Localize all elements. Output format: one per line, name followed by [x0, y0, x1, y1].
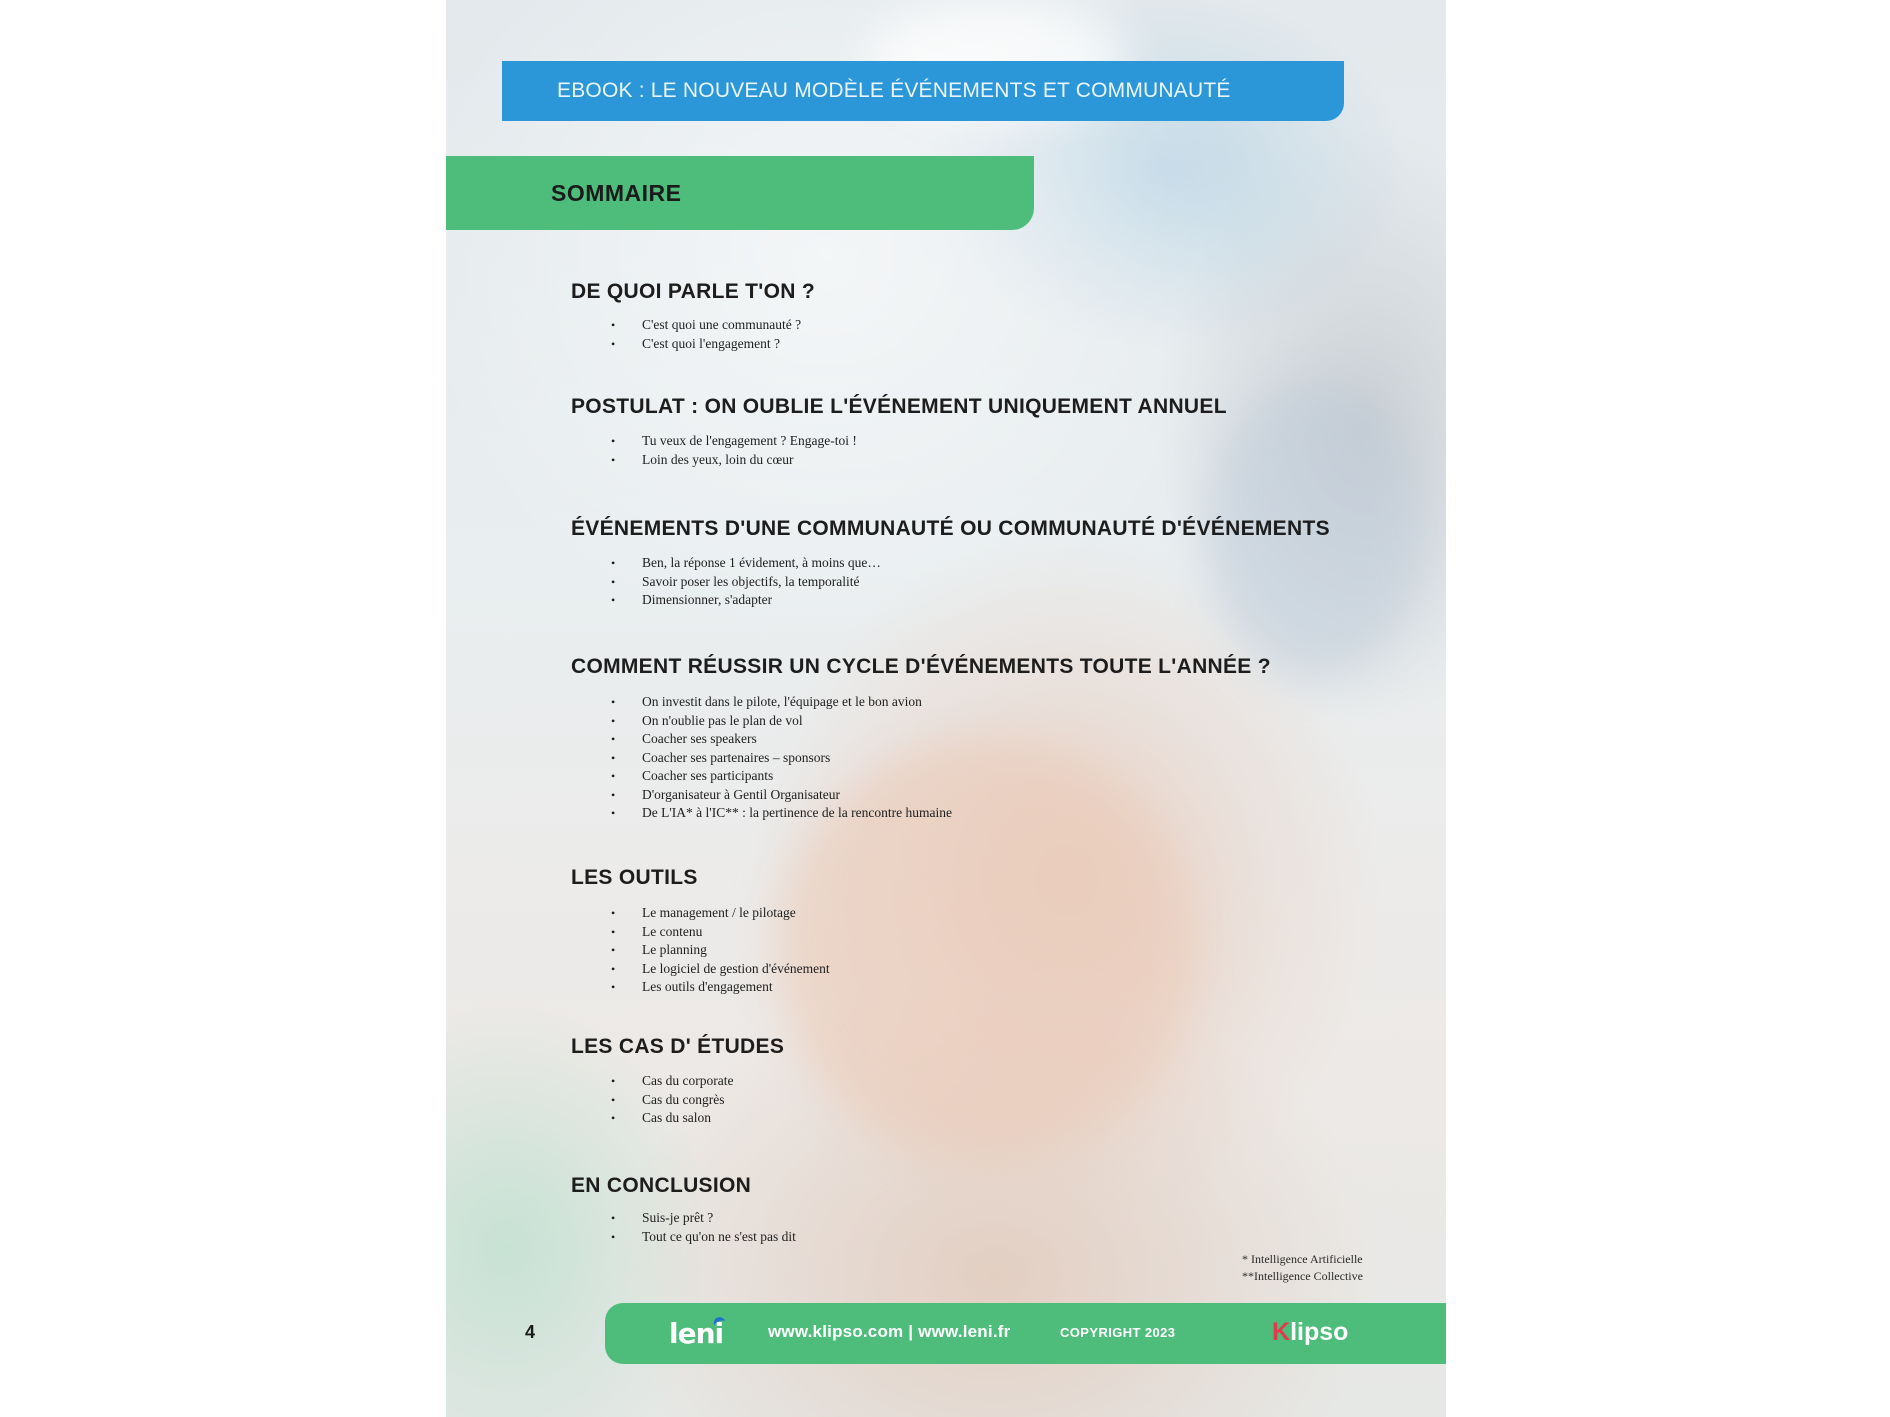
list-item: • C'est quoi l'engagement ? [611, 335, 801, 354]
klipso-logo [1272, 1318, 1348, 1347]
footer-links[interactable]: www.klipso.com | www.leni.fr [768, 1322, 1011, 1341]
section-title: COMMENT RÉUSSIR UN CYCLE D'ÉVÉNEMENTS TOUTE L'ANNÉE ? [571, 655, 1271, 678]
list-item: • Les outils d'engagement [611, 978, 830, 997]
sommaire-banner [446, 156, 1034, 230]
list-item: • On investit dans le pilote, l'équipage et le bon avion [611, 693, 952, 712]
sommaire-title: SOMMAIRE [551, 179, 682, 206]
section-items [611, 554, 881, 610]
toc-section-outils [571, 866, 1371, 994]
klipso-logo-text: lipso [1290, 1318, 1349, 1346]
section-items [611, 904, 830, 997]
list-item: • Cas du corporate [611, 1072, 733, 1091]
page-number: 4 [525, 1322, 536, 1342]
list-item: • Coacher ses partenaires – sponsors [611, 749, 952, 768]
section-title: POSTULAT : ON OUBLIE L'ÉVÉNEMENT UNIQUEMENT ANNUEL [571, 395, 1227, 418]
list-item: • Coacher ses participants [611, 767, 952, 786]
section-title: LES OUTILS [571, 866, 698, 889]
toc-section-intro [571, 280, 1371, 351]
list-item: • Cas du salon [611, 1109, 733, 1128]
list-item: • Savoir poser les objectifs, la temporalité [611, 573, 881, 592]
list-item: • Le logiciel de gestion d'événement [611, 960, 830, 979]
ebook-title-banner [502, 61, 1344, 121]
section-items [611, 693, 952, 823]
list-item: • Suis-je prêt ? [611, 1209, 796, 1228]
toc-section-conclusion [571, 1174, 1371, 1244]
copyright: COPYRIGHT 2023 [1060, 1325, 1176, 1340]
section-title: ÉVÉNEMENTS D'UNE COMMUNAUTÉ OU COMMUNAUTÉ D'ÉVÉNEMENTS [571, 517, 1330, 540]
list-item: • De L'IA* à l'IC** : la pertinence de la rencontre humaine [611, 804, 952, 823]
ebook-page [446, 0, 1446, 1417]
section-items [611, 1072, 733, 1128]
list-item: • Le contenu [611, 923, 830, 942]
list-item: • Dimensionner, s'adapter [611, 591, 881, 610]
toc-section-cas-etudes [571, 1035, 1371, 1125]
list-item: • Le management / le pilotage [611, 904, 830, 923]
section-title: DE QUOI PARLE T'ON ? [571, 280, 815, 303]
list-item: • Le planning [611, 941, 830, 960]
list-item: • Coacher ses speakers [611, 730, 952, 749]
list-item: • Cas du congrès [611, 1091, 733, 1110]
list-item: • C'est quoi une communauté ? [611, 316, 801, 335]
toc-section-evenements [571, 517, 1371, 607]
list-item: • Tu veux de l'engagement ? Engage-toi ! [611, 432, 857, 451]
section-items [611, 1209, 796, 1246]
footer-bar [605, 1303, 1446, 1364]
section-items [611, 316, 801, 353]
list-item: • Tout ce qu'on ne s'est pas dit [611, 1228, 796, 1247]
section-title: EN CONCLUSION [571, 1174, 752, 1197]
footnote-ia: * Intelligence Artificielle [1242, 1252, 1363, 1266]
list-item: • Loin des yeux, loin du cœur [611, 451, 857, 470]
list-item: • D'organisateur à Gentil Organisateur [611, 786, 952, 805]
ebook-title: EBOOK : LE NOUVEAU MODÈLE ÉVÉNEMENTS ET COMMUNAUTÉ [557, 79, 1231, 102]
toc-section-postulat [571, 395, 1371, 467]
toc-section-cycle [571, 655, 1371, 820]
klipso-logo-k: K [1272, 1318, 1291, 1346]
footnote-ic: **Intelligence Collective [1242, 1269, 1363, 1283]
section-title: LES CAS D' ÉTUDES [571, 1035, 785, 1058]
section-items [611, 432, 857, 469]
list-item: • On n'oublie pas le plan de vol [611, 712, 952, 731]
list-item: • Ben, la réponse 1 évidement, à moins que… [611, 554, 881, 573]
leni-logo: leni [669, 1317, 724, 1350]
